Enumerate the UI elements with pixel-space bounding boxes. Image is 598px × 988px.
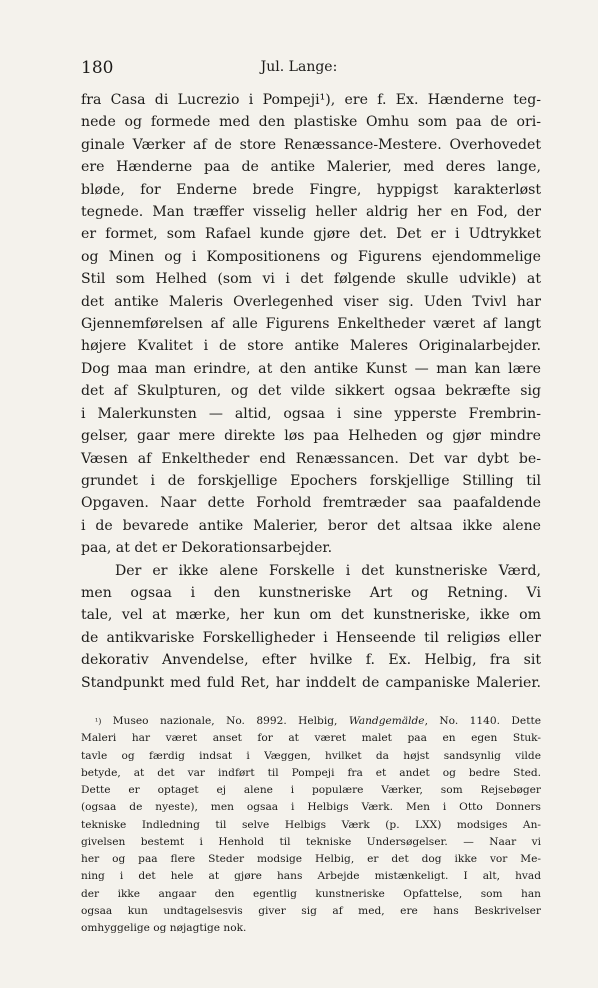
footnote-line: ogsaa kun undtagelsesvis giver sig af med, ere hans Beskrivelser [81, 904, 541, 917]
text-line: Standpunkt med fuld Ret, har inddelt de campaniske Malerier. [81, 674, 541, 691]
footnote-citation-title: Wandgemälde [348, 715, 425, 727]
text-line: er formet, som Rafael kunde gjøre det. Det er i Udtrykket [81, 226, 541, 243]
text-line: og Minen og i Kompositionens og Figurens ejendommelige [81, 248, 541, 265]
footnote-line: tekniske Indledning til selve Helbigs Værk (p. LXX) modsiges An- [81, 818, 541, 831]
text-line: nede og formede med den plastiske Omhu som paa de ori- [81, 114, 541, 131]
text-line: i Malerkunsten — altid, ogsaa i sine ypperste Frembrin- [81, 405, 541, 422]
footnote-line: betyde, at det var indført til Pompeji fra et andet og bedre Sted. [81, 766, 541, 779]
footnote-line: der ikke angaar den egentlig kunstneriske Opfattelse, som han [81, 887, 541, 900]
text-line: tegnede. Man træffer visselig heller aldrig her en Fod, der [81, 204, 541, 221]
text-line: tale, vel at mærke, her kun om det kunstneriske, ikke om [81, 607, 541, 624]
text-line: ere Hænderne paa de antike Malerier, med deres lange, [81, 159, 541, 176]
footnote-marker: ¹) [95, 717, 102, 726]
footnote-line: givelsen bestemt i Henhold til tekniske Undersøgelser. — Naar vi [81, 835, 541, 848]
footnote-text: Museo nazionale, No. 8992. Helbig, [112, 715, 338, 727]
footnote-line: (ogsaa de nyeste), men ogsaa i Helbigs Værk. Men i Otto Donners [81, 801, 541, 814]
text-line: grundet i de forskjellige Epochers forskjellige Stilling til [81, 472, 541, 489]
text-line: i de bevarede antike Malerier, beror det altsaa ikke alene [81, 517, 541, 534]
footnote-line: ning i det hele at gjøre hans Arbejde mistænkeligt. I alt, hvad [81, 870, 541, 883]
text-line: Gjennemførelsen af alle Figurens Enkeltheder været af langt [81, 316, 541, 333]
text-line: Stil som Helhed (som vi i det følgende skulle udvikle) at [81, 271, 541, 288]
footnote-line: her og paa flere Steder modsige Helbig, er det dog ikke vor Me- [81, 853, 541, 865]
text-line: fra Casa di Lucrezio i Pompeji¹), ere f. Ex. Hænderne teg- [81, 92, 541, 108]
footnote-line: tavle og færdig indsat i Væggen, hvilket da højst sandsynlig vilde [81, 749, 541, 762]
text-line: Der er ikke alene Forskelle i det kunstneriske Værd, [115, 562, 541, 579]
text-line: ginale Værker af de store Renæssance-Mestere. Overhovedet [81, 136, 541, 153]
running-header: Jul. Lange: [260, 59, 338, 75]
footnote-text: , No. 1140. Dette [424, 715, 541, 727]
page-number: 180 [81, 58, 114, 78]
text-line: Opgaven. Naar dette Forhold fremtræder saa paafaldende [81, 495, 541, 512]
text-line: Dog maa man erindre, at den antike Kunst — man kan lære [81, 360, 541, 377]
footnote-line: omhyggelige og nøjagtige nok. [81, 922, 247, 934]
text-line: det af Skulpturen, og det vilde sikkert ogsaa bekræfte sig [81, 383, 541, 400]
text-line: paa, at det er Dekorationsarbejder. [81, 540, 333, 557]
footnote-line [81, 713, 541, 730]
text-line: dekorativ Anvendelse, efter hvilke f. Ex. Helbig, fra sit [81, 652, 541, 669]
footnote-line: Dette er optaget ej alene i populære Værker, som Rejsebøger [81, 784, 541, 796]
footnote [81, 713, 541, 937]
text-line: det antike Maleris Overlegenhed viser sig. Uden Tvivl har [81, 293, 541, 310]
text-line: bløde, for Enderne brede Fingre, hyppigst karakterløst [81, 181, 541, 198]
text-line: gelser, gaar mere direkte løs paa Helheden og gjør mindre [81, 428, 541, 445]
footnote-line: Maleri har været anset for at været malet paa en egen Stuk- [81, 732, 541, 745]
text-line: men ogsaa i den kunstneriske Art og Retning. Vi [81, 584, 541, 601]
text-line: Væsen af Enkeltheder end Renæssancen. Det var dybt be- [81, 450, 541, 467]
text-line: højere Kvalitet i de store antike Maleres Originalarbejder. [81, 338, 541, 355]
text-line: de antikvariske Forskelligheder i Henseende til religiøs eller [81, 629, 541, 646]
body-text [81, 89, 541, 694]
